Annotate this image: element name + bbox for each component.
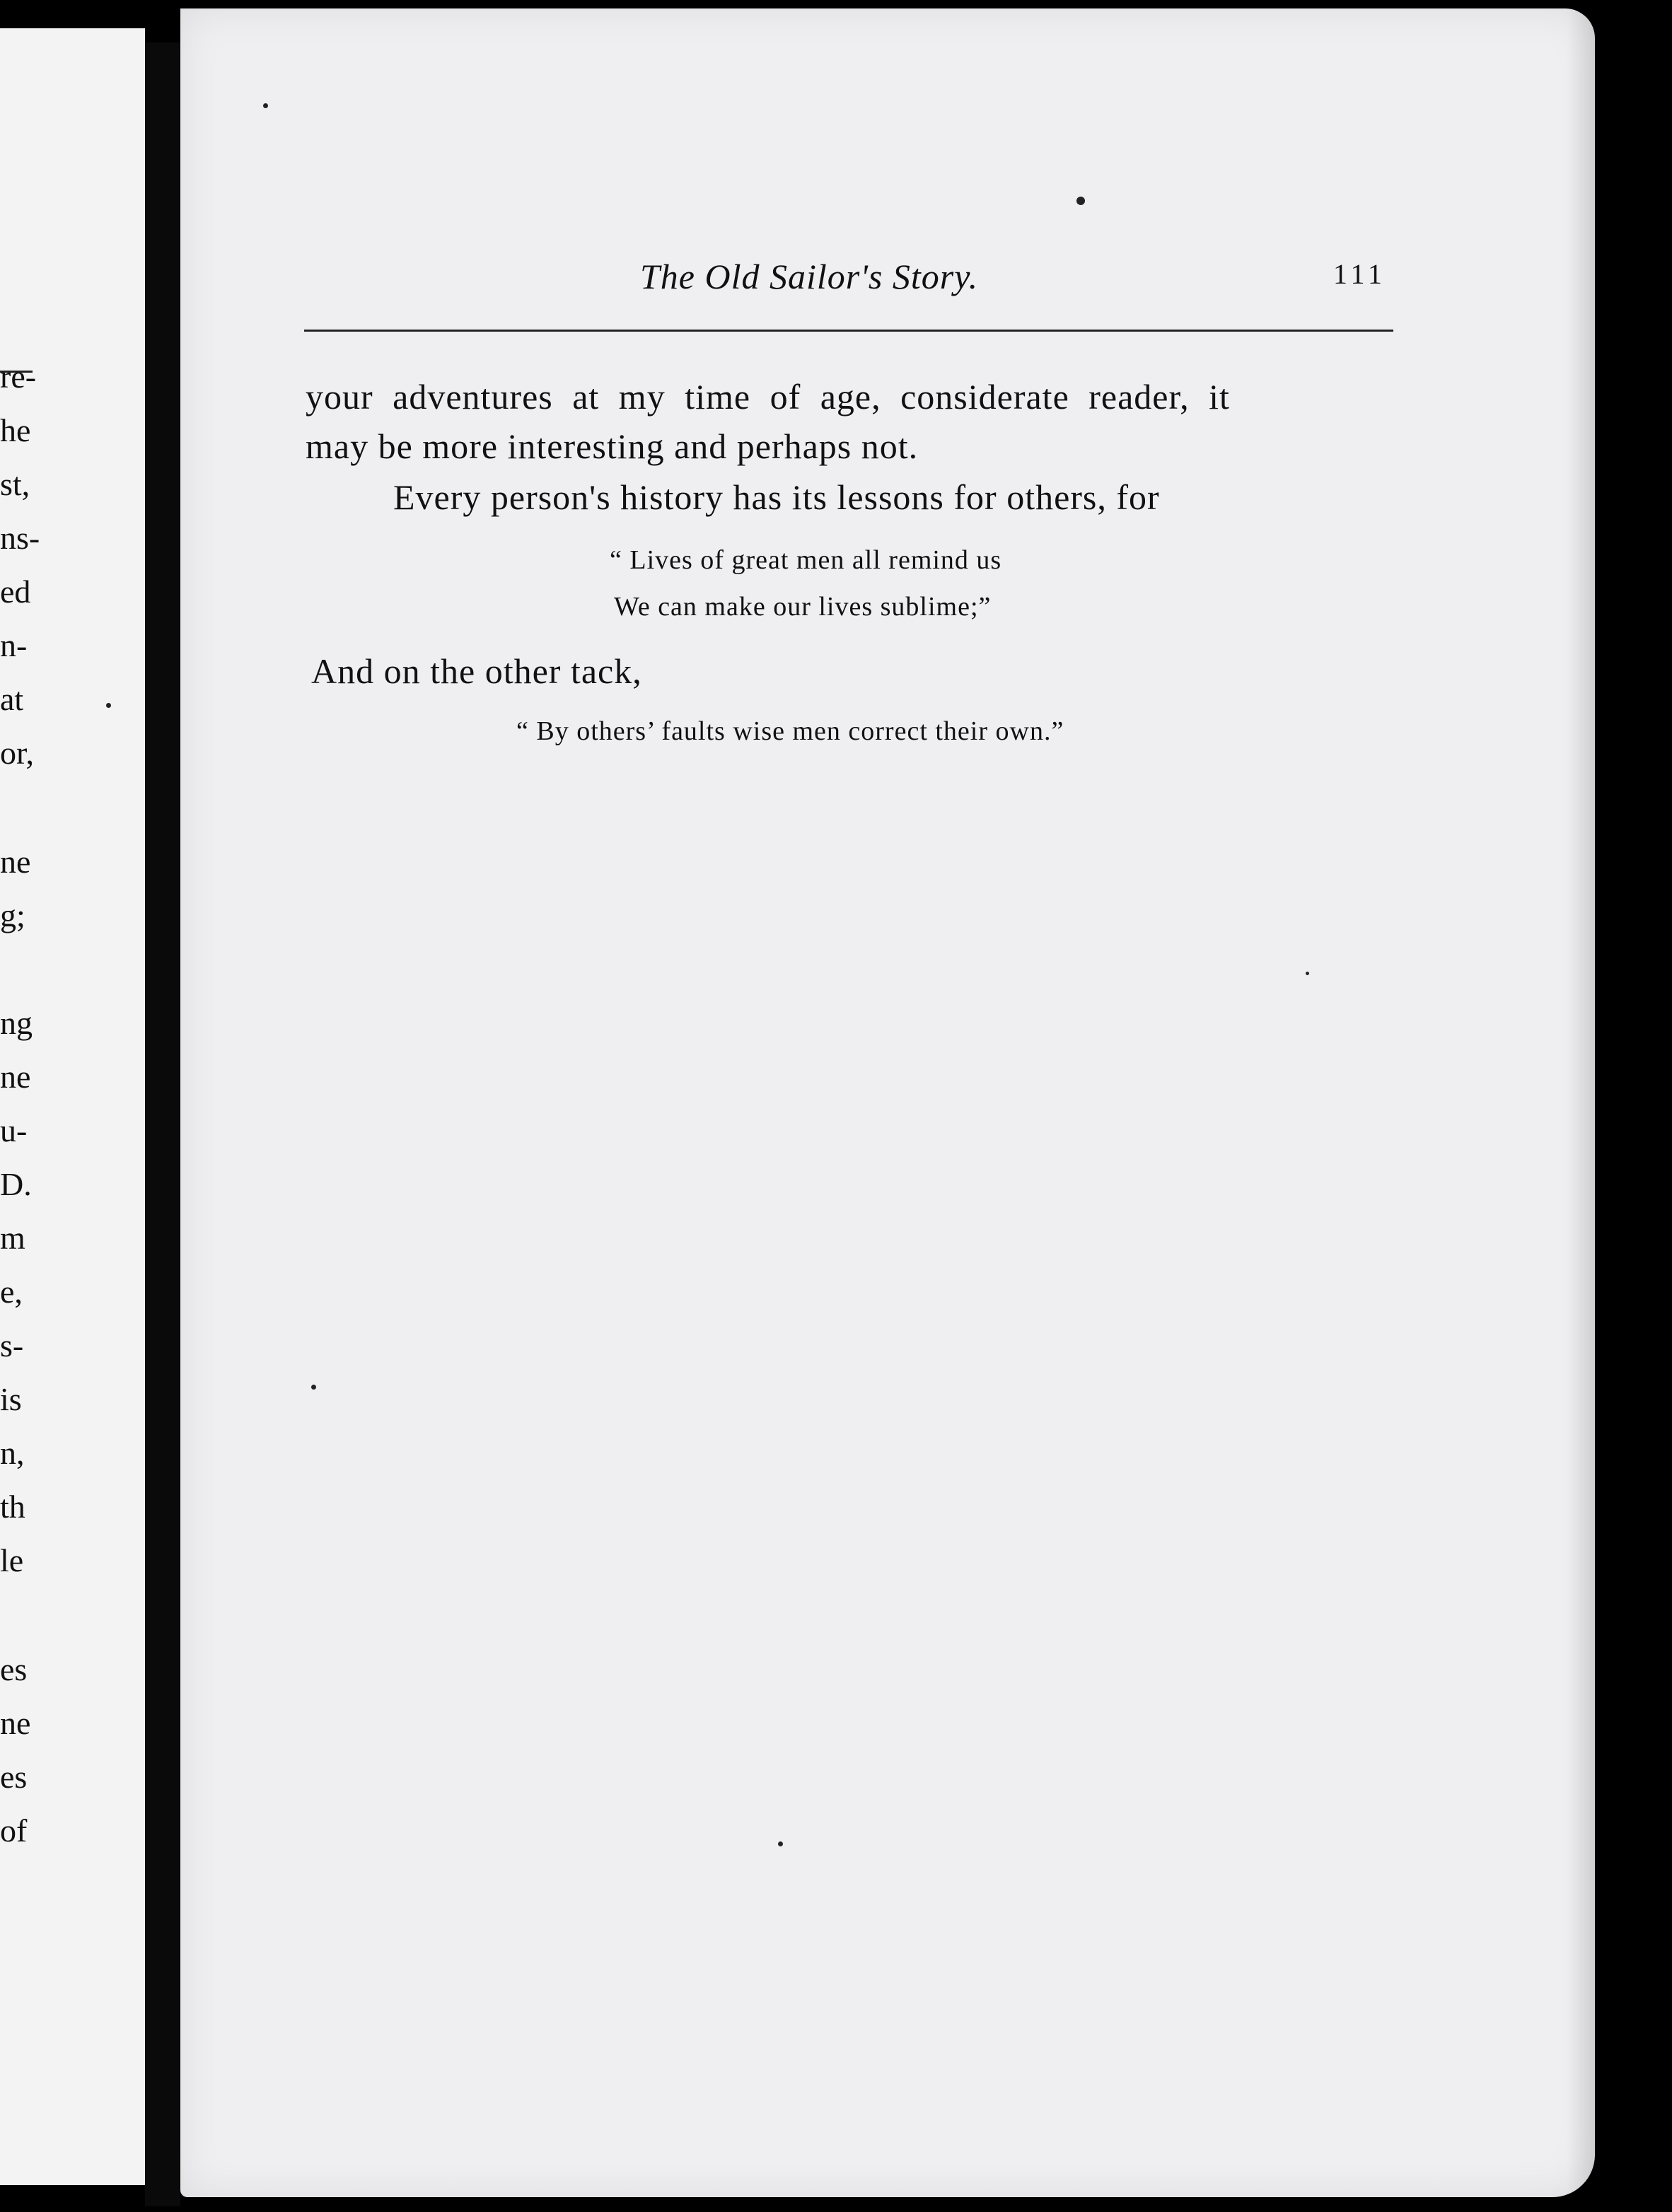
left-page-fragment: es <box>0 1759 28 1795</box>
header-rule <box>304 330 1393 332</box>
left-page-fragment: D. <box>0 1166 32 1202</box>
left-page-fragment: e, <box>0 1274 23 1310</box>
scan-speck <box>1306 972 1309 975</box>
left-page-fragment: g; <box>0 897 25 933</box>
body-line: And on the other tack, <box>311 651 642 691</box>
left-page-fragment: or, <box>0 735 34 771</box>
left-page-text-fragments <box>0 28 145 2185</box>
left-page-fragment: of <box>0 1812 28 1849</box>
left-page-fragment: re- <box>0 359 37 395</box>
left-page-fragment: es <box>0 1651 28 1687</box>
body-line: may be more interesting and perhaps not. <box>306 426 919 466</box>
book-gutter <box>145 42 180 2206</box>
left-page-fragment: ns- <box>0 520 40 556</box>
left-page-fragment: at <box>0 681 24 717</box>
scan-speck <box>778 1841 783 1846</box>
left-page-fragment: ed <box>0 574 31 610</box>
left-page-fragment: u- <box>0 1112 28 1148</box>
running-head: The Old Sailor's Story. <box>640 257 979 296</box>
left-page-fragment: ng <box>0 1005 33 1041</box>
left-page-fragment: n- <box>0 627 28 663</box>
left-page-fragment: th <box>0 1489 25 1525</box>
left-page-fragment: is <box>0 1381 22 1417</box>
scan-speck <box>263 103 268 108</box>
left-page-fragment: ne <box>0 844 31 880</box>
left-page-fragment: s- <box>0 1327 24 1363</box>
scan-speck <box>106 703 111 708</box>
left-page-fragment: m <box>0 1220 25 1256</box>
right-page <box>180 8 1595 2197</box>
body-line: Every person's history has its lessons for others, for <box>393 477 1160 517</box>
body-line: your adventures at my time of age, considerate reader, it <box>306 377 1230 417</box>
scan-speck <box>311 1385 316 1390</box>
left-page-fragment: ne <box>0 1059 31 1095</box>
left-page-fragment: le <box>0 1542 24 1578</box>
page-number: 111 <box>1333 258 1387 290</box>
left-page-fragment: n, <box>0 1435 25 1471</box>
verse-line: “ Lives of great men all remind us <box>610 545 1002 575</box>
left-page-fragment: st, <box>0 466 30 502</box>
verse-line: We can make our lives sublime;” <box>614 592 992 622</box>
verse-line: “ By others’ faults wise men correct their own.” <box>516 716 1064 746</box>
page-edge-shadow <box>1567 8 1595 2197</box>
left-facing-page <box>0 28 145 2185</box>
left-page-fragment: ne <box>0 1705 31 1741</box>
scan-speck <box>1076 197 1085 205</box>
left-page-fragment: he <box>0 412 31 448</box>
